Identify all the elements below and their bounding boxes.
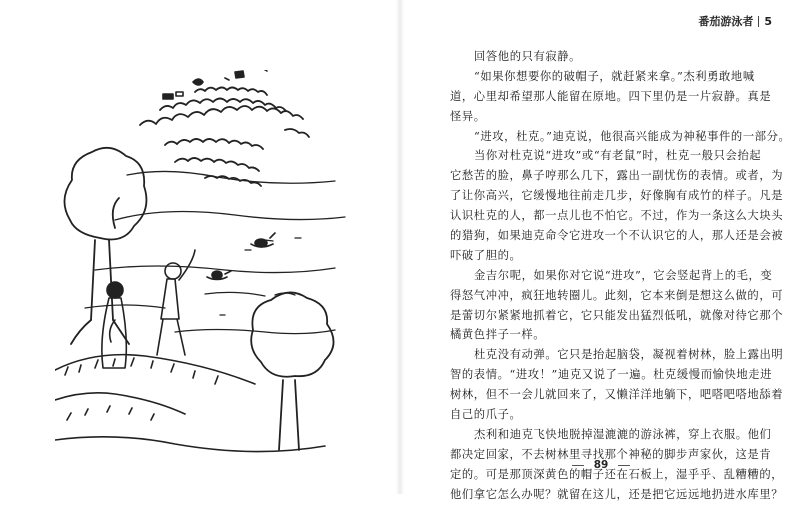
page-folio: [402, 459, 800, 471]
text-line: 得怒气冲冲，疯狂地转圈儿。此刻，它本来倒是想这么做的，可: [450, 288, 784, 302]
foreground-hill: [55, 355, 325, 452]
right-tree: [251, 292, 333, 450]
text-line: 自己的爪子。: [450, 408, 522, 422]
running-head: [698, 13, 772, 29]
text-line: “如果你想要你的破帽子，就赶紧来拿。”杰利勇敢地喊: [474, 69, 755, 83]
text-line: 了让你高兴，它缓慢地往前走几步，好像胸有成竹的样子。凡是: [450, 189, 784, 203]
text-line: 是蕾切尔紧紧地抓着它，它只能发出猛烈低吼，就像对待它那个: [450, 308, 784, 322]
running-head-title: 番茄游泳者: [698, 15, 754, 28]
running-head-section: 5: [764, 14, 772, 28]
text-line: 橘黄色拌子一样。: [450, 328, 546, 342]
text-line: 智的表情。“进攻！”迪克又说了一遍。杜克缓慢而愉快地走进: [450, 368, 773, 382]
text-line: “进攻，杜克。”迪克说，他很高兴能成为神秘事件的一部分。: [474, 129, 791, 143]
pen-illustration: [55, 70, 360, 465]
text-line: 回答他的只有寂静。: [474, 50, 582, 63]
text-line: 金吉尔呢，如果你对它说“进攻”，它会竖起背上的毛，变: [474, 268, 773, 282]
running-head-divider: [758, 16, 759, 27]
text-line: 树林，但不一会儿就回来了，又懒洋洋地躺下，吧嗒吧嗒地舔着: [450, 388, 784, 402]
text-line: 吓破了胆的。: [450, 248, 522, 262]
text-line: 都决定回家，不去树林里寻找那个神秘的脚步声家伙，这是肯: [450, 447, 772, 461]
text-line: 杜克没有动弹。它只是抬起脑袋，凝视着树林，脸上露出明: [474, 348, 784, 362]
page-number: 89: [593, 459, 609, 471]
text-line: 他们拿它怎么办呢？就留在这儿，还是把它远远地扔进水库里？: [450, 487, 784, 501]
text-line: 的猎狗，如果迪克命令它进攻一个不认识它的人，那人还是会被: [450, 229, 784, 243]
left-page: [0, 0, 398, 494]
right-page: [402, 0, 800, 501]
text-line: 它愁苦的脸，鼻子哼那么几下，露出一副忧伤的表情。或者，为: [450, 169, 784, 183]
text-line: 道，心里却希望那人能留在原地。四下里仍是一片寂静。真是: [450, 89, 772, 103]
folio-dash-left: [572, 465, 584, 466]
folio-dash-right: [618, 465, 630, 466]
text-line: 认识杜克的人，都一点儿也不怕它。不过，作为一条这么大块头: [450, 209, 784, 223]
water: [85, 171, 345, 333]
text-line: 当你对杜克说“进攻”或“有老鼠”时，杜克一般只会抬起: [474, 149, 762, 163]
text-line: 杰利和迪克飞快地脱掉湿漉漉的游泳裤，穿上衣服。他们: [474, 427, 772, 441]
body-text: [450, 47, 791, 504]
text-line: 定的。可是那顶深黄色的帽子还在石板上，湿乎乎、乱糟糟的，: [450, 467, 784, 481]
scattered-objects: [163, 70, 267, 99]
text-line: 怪异。: [450, 109, 486, 123]
